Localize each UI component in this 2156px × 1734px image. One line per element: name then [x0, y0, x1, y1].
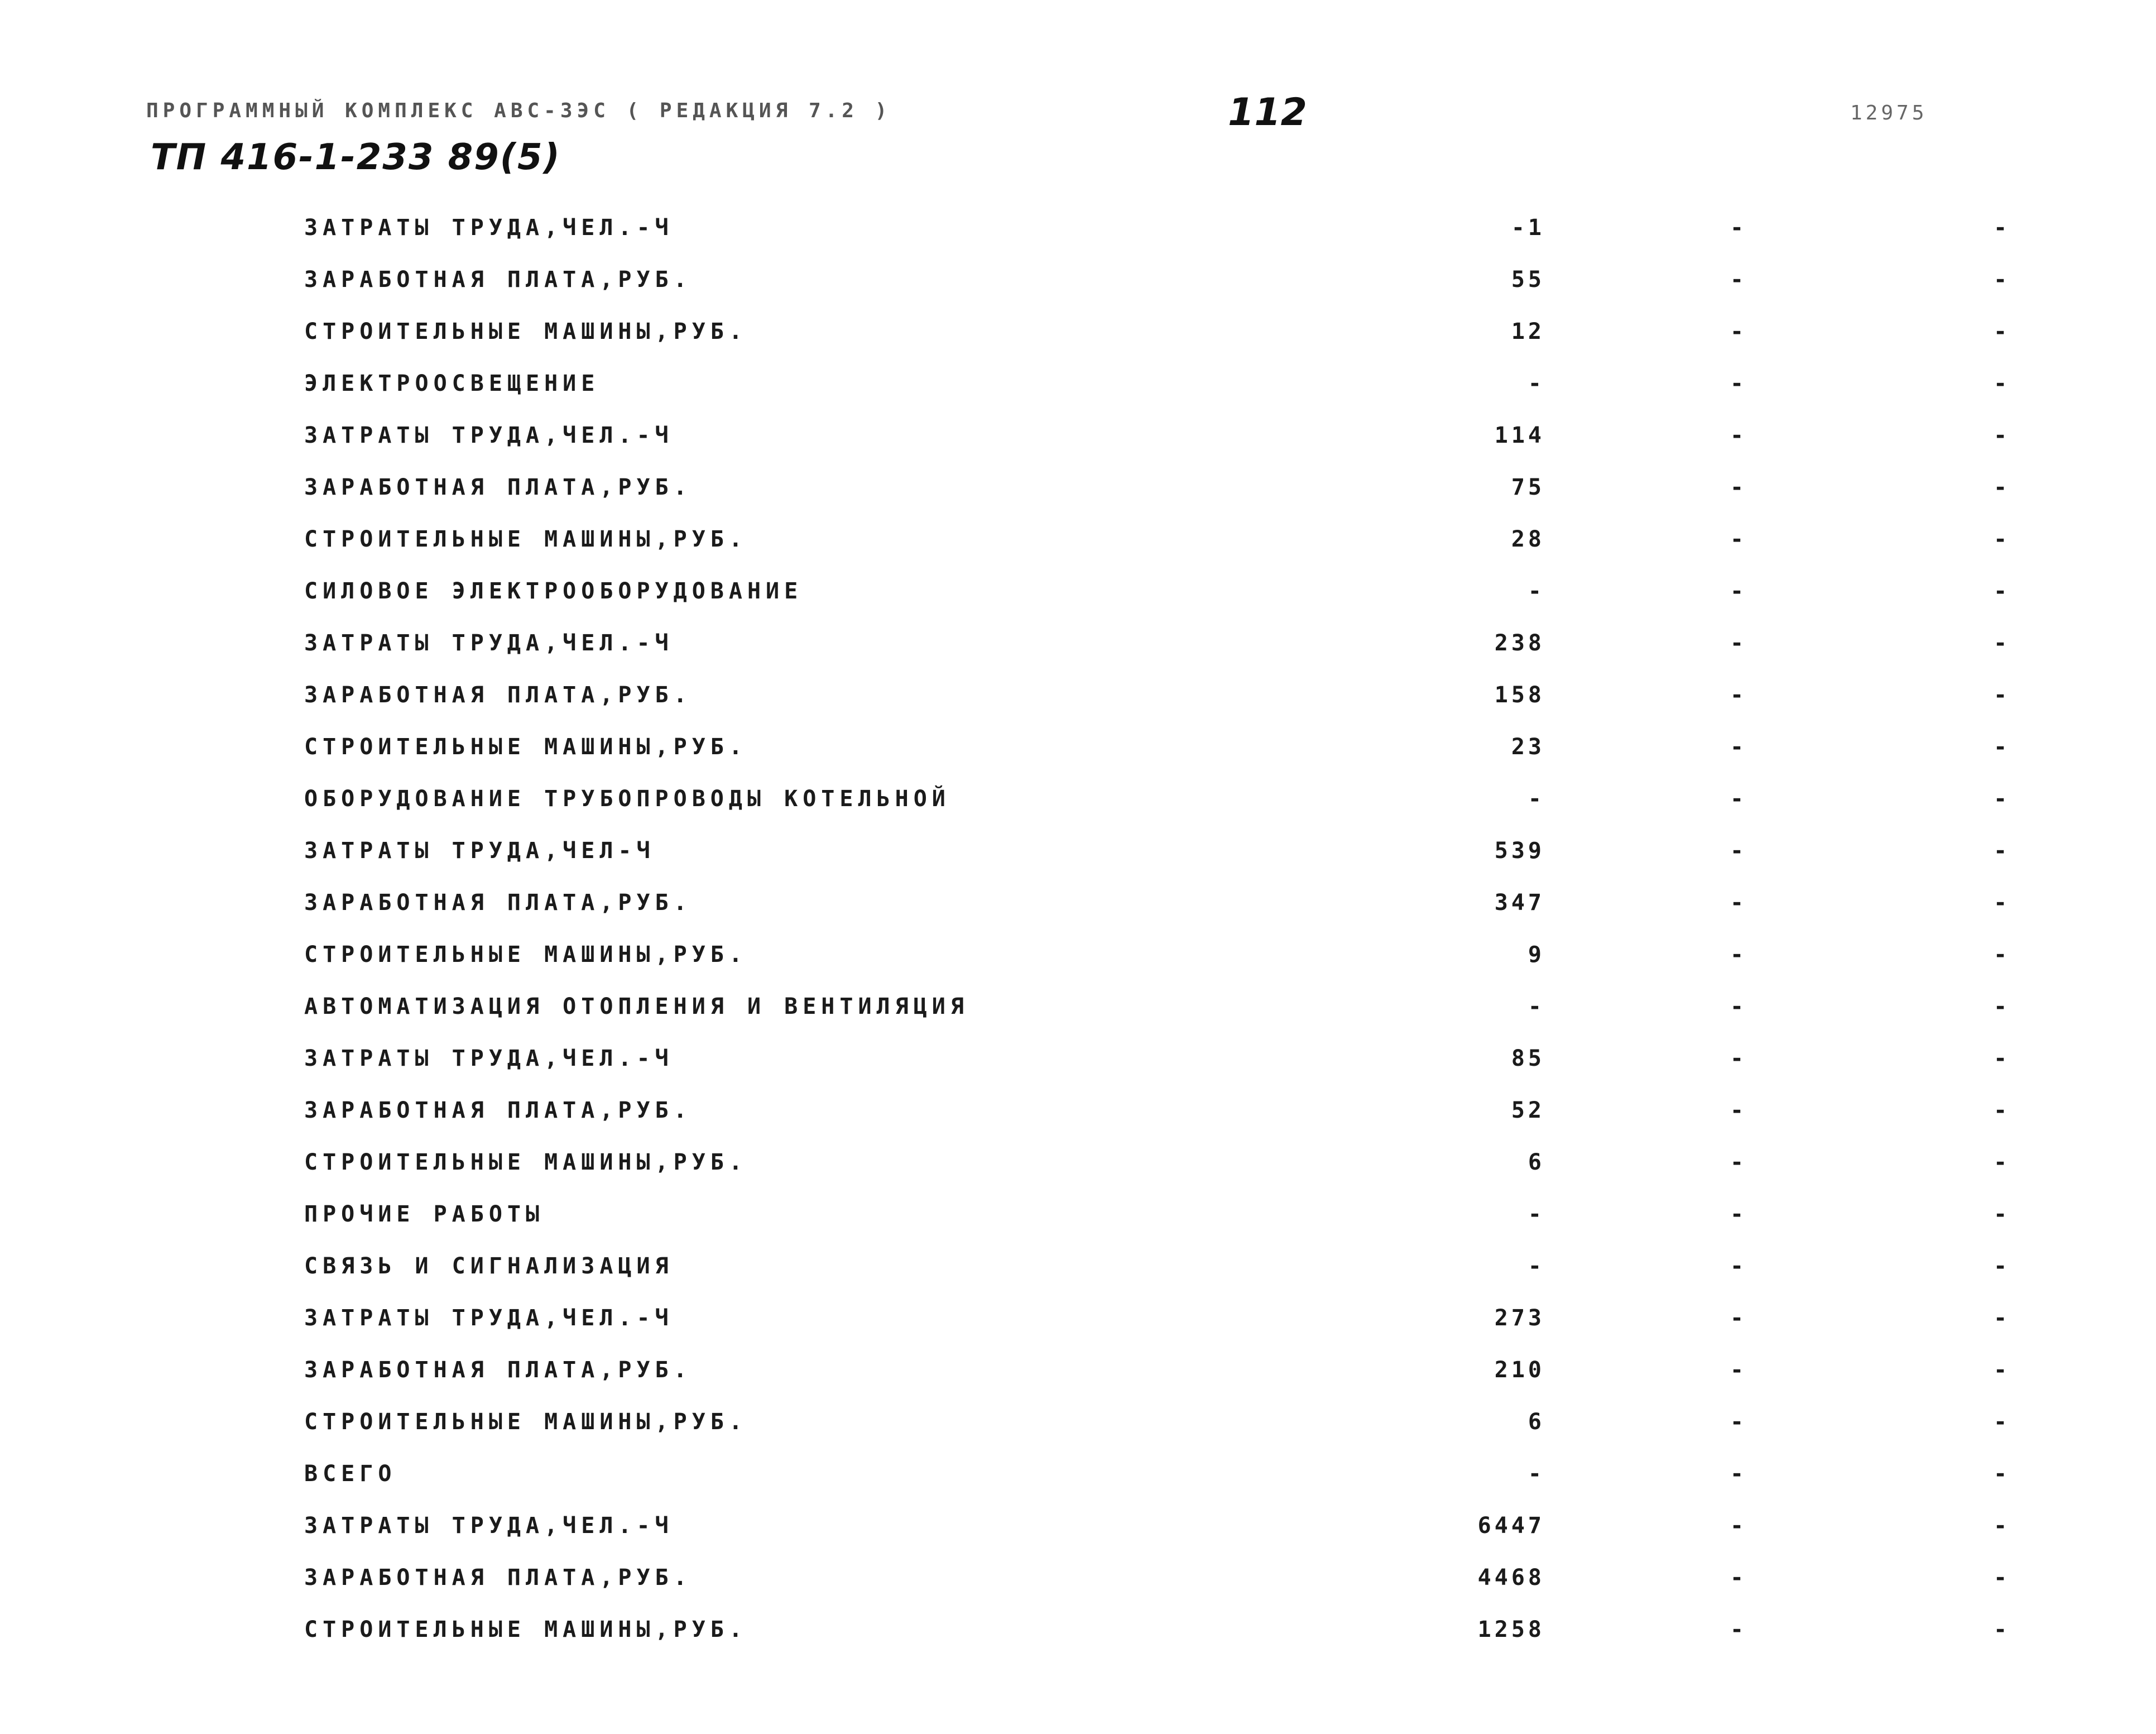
table-row	[0, 1034, 2156, 1086]
row-col3: -	[1994, 1617, 2008, 1642]
row-value: 85	[1511, 1046, 1545, 1071]
row-col3: -	[1994, 1305, 2008, 1331]
table-row	[0, 1294, 2156, 1346]
row-value: -	[1528, 1253, 1545, 1279]
row-col3: -	[1994, 1357, 2008, 1383]
row-col2: -	[1730, 994, 1744, 1019]
row-label: ЗАТРАТЫ ТРУДА,ЧЕЛ-Ч	[304, 838, 655, 864]
table-row	[0, 1554, 2156, 1606]
row-col3: -	[1994, 578, 2008, 604]
table-row	[0, 1086, 2156, 1138]
cost-table	[0, 204, 2156, 1658]
row-label: ЭЛЕКТРООСВЕЩЕНИЕ	[304, 371, 600, 396]
row-col2: -	[1730, 786, 1744, 812]
table-row	[0, 723, 2156, 775]
table-row	[0, 1398, 2156, 1450]
row-label: СВЯЗЬ И СИГНАЛИЗАЦИЯ	[304, 1253, 674, 1279]
row-col2: -	[1730, 371, 1744, 396]
row-col2: -	[1730, 734, 1744, 760]
table-row	[0, 1190, 2156, 1242]
document-code: 12975	[1850, 102, 1928, 124]
row-col3: -	[1994, 942, 2008, 967]
row-value: 23	[1511, 734, 1545, 760]
row-value: 238	[1494, 630, 1545, 656]
row-col2: -	[1730, 1305, 1744, 1331]
row-col3: -	[1994, 371, 2008, 396]
row-col3: -	[1994, 838, 2008, 864]
row-label: ЗАРАБОТНАЯ ПЛАТА,РУБ.	[304, 890, 692, 916]
table-row	[0, 827, 2156, 879]
row-col2: -	[1730, 578, 1744, 604]
row-col2: -	[1730, 423, 1744, 448]
row-col2: -	[1730, 267, 1744, 293]
row-value: 1258	[1477, 1617, 1545, 1642]
table-row	[0, 360, 2156, 411]
table-row	[0, 308, 2156, 360]
row-col3: -	[1994, 1513, 2008, 1539]
row-col2: -	[1730, 682, 1744, 708]
row-col3: -	[1994, 475, 2008, 500]
table-row	[0, 567, 2156, 619]
row-value: 6447	[1477, 1513, 1545, 1539]
row-col3: -	[1994, 994, 2008, 1019]
row-label: ПРОЧИЕ РАБОТЫ	[304, 1201, 545, 1227]
row-label: СТРОИТЕЛЬНЫЕ МАШИНЫ,РУБ.	[304, 1617, 747, 1642]
row-label: ЗАТРАТЫ ТРУДА,ЧЕЛ.-Ч	[304, 1513, 674, 1539]
row-value: 6	[1528, 1149, 1545, 1175]
row-col3: -	[1994, 1046, 2008, 1071]
row-value: 12	[1511, 319, 1545, 344]
row-col2: -	[1730, 1046, 1744, 1071]
row-label: СТРОИТЕЛЬНЫЕ МАШИНЫ,РУБ.	[304, 1149, 747, 1175]
row-col3: -	[1994, 1253, 2008, 1279]
table-row	[0, 1450, 2156, 1502]
row-value: 4468	[1477, 1565, 1545, 1591]
row-value: 114	[1494, 423, 1545, 448]
row-col2: -	[1730, 1461, 1744, 1487]
table-row	[0, 671, 2156, 723]
row-label: ЗАРАБОТНАЯ ПЛАТА,РУБ.	[304, 475, 692, 500]
table-row	[0, 1242, 2156, 1294]
table-row	[0, 256, 2156, 308]
row-value: -	[1528, 994, 1545, 1019]
row-label: ЗАТРАТЫ ТРУДА,ЧЕЛ.-Ч	[304, 423, 674, 448]
table-row	[0, 463, 2156, 515]
row-col2: -	[1730, 1617, 1744, 1642]
row-label: СТРОИТЕЛЬНЫЕ МАШИНЫ,РУБ.	[304, 1409, 747, 1435]
row-label: ЗАРАБОТНАЯ ПЛАТА,РУБ.	[304, 1357, 692, 1383]
row-col2: -	[1730, 630, 1744, 656]
project-reference: ТП 416-1-233 89(5)	[151, 137, 561, 178]
row-col2: -	[1730, 475, 1744, 500]
row-col2: -	[1730, 890, 1744, 916]
row-col3: -	[1994, 734, 2008, 760]
row-col3: -	[1994, 1201, 2008, 1227]
row-col3: -	[1994, 319, 2008, 344]
row-label: ВСЕГО	[304, 1461, 397, 1487]
row-label: СИЛОВОЕ ЭЛЕКТРООБОРУДОВАНИЕ	[304, 578, 803, 604]
row-value: 273	[1494, 1305, 1545, 1331]
row-value: -	[1528, 786, 1545, 812]
row-label: ЗАТРАТЫ ТРУДА,ЧЕЛ.-Ч	[304, 1305, 674, 1331]
table-row	[0, 775, 2156, 827]
row-col2: -	[1730, 215, 1744, 241]
row-col2: -	[1730, 1149, 1744, 1175]
row-col3: -	[1994, 1461, 2008, 1487]
row-label: ЗАТРАТЫ ТРУДА,ЧЕЛ.-Ч	[304, 215, 674, 241]
table-row	[0, 515, 2156, 567]
row-col3: -	[1994, 267, 2008, 293]
row-col3: -	[1994, 1149, 2008, 1175]
row-value: 55	[1511, 267, 1545, 293]
table-row	[0, 1502, 2156, 1554]
row-label: ЗАРАБОТНАЯ ПЛАТА,РУБ.	[304, 1565, 692, 1591]
row-col2: -	[1730, 942, 1744, 967]
row-value: -	[1528, 1461, 1545, 1487]
row-value: 28	[1511, 526, 1545, 552]
row-col2: -	[1730, 1201, 1744, 1227]
row-value: -	[1528, 578, 1545, 604]
row-label: СТРОИТЕЛЬНЫЕ МАШИНЫ,РУБ.	[304, 734, 747, 760]
row-value: 52	[1511, 1098, 1545, 1123]
row-col3: -	[1994, 1565, 2008, 1591]
row-col3: -	[1994, 1098, 2008, 1123]
row-value: 158	[1494, 682, 1545, 708]
row-col3: -	[1994, 526, 2008, 552]
row-col3: -	[1994, 786, 2008, 812]
table-row	[0, 204, 2156, 256]
row-label: ЗАРАБОТНАЯ ПЛАТА,РУБ.	[304, 1098, 692, 1123]
row-label: ЗАРАБОТНАЯ ПЛАТА,РУБ.	[304, 267, 692, 293]
row-value: 539	[1494, 838, 1545, 864]
row-value: 6	[1528, 1409, 1545, 1435]
row-label: СТРОИТЕЛЬНЫЕ МАШИНЫ,РУБ.	[304, 942, 747, 967]
table-row	[0, 411, 2156, 463]
row-col2: -	[1730, 1409, 1744, 1435]
row-col3: -	[1994, 1409, 2008, 1435]
row-col2: -	[1730, 1253, 1744, 1279]
row-col3: -	[1994, 890, 2008, 916]
row-label: ЗАТРАТЫ ТРУДА,ЧЕЛ.-Ч	[304, 630, 674, 656]
table-row	[0, 931, 2156, 983]
row-value: -1	[1511, 215, 1545, 241]
row-col2: -	[1730, 1357, 1744, 1383]
row-col3: -	[1994, 682, 2008, 708]
table-row	[0, 1606, 2156, 1658]
program-header: ПРОГРАММНЫЙ КОМПЛЕКС АВС-ЗЭС ( РЕДАКЦИЯ 7.2 )	[146, 99, 892, 122]
row-col2: -	[1730, 1513, 1744, 1539]
row-label: ОБОРУДОВАНИЕ ТРУБОПРОВОДЫ КОТЕЛЬНОЙ	[304, 786, 950, 812]
row-label: АВТОМАТИЗАЦИЯ ОТОПЛЕНИЯ И ВЕНТИЛЯЦИЯ	[304, 994, 969, 1019]
table-row	[0, 1138, 2156, 1190]
row-value: 347	[1494, 890, 1545, 916]
row-value: 9	[1528, 942, 1545, 967]
row-label: ЗАРАБОТНАЯ ПЛАТА,РУБ.	[304, 682, 692, 708]
row-col2: -	[1730, 319, 1744, 344]
page-number: 112	[1228, 90, 1307, 135]
row-col2: -	[1730, 1565, 1744, 1591]
row-value: 210	[1494, 1357, 1545, 1383]
row-col2: -	[1730, 526, 1744, 552]
row-value: -	[1528, 371, 1545, 396]
row-col3: -	[1994, 215, 2008, 241]
row-label: СТРОИТЕЛЬНЫЕ МАШИНЫ,РУБ.	[304, 526, 747, 552]
table-row	[0, 879, 2156, 931]
row-col2: -	[1730, 1098, 1744, 1123]
row-col3: -	[1994, 630, 2008, 656]
row-value: -	[1528, 1201, 1545, 1227]
table-row	[0, 1346, 2156, 1398]
row-col2: -	[1730, 838, 1744, 864]
row-value: 75	[1511, 475, 1545, 500]
row-label: СТРОИТЕЛЬНЫЕ МАШИНЫ,РУБ.	[304, 319, 747, 344]
table-row	[0, 619, 2156, 671]
table-row	[0, 983, 2156, 1034]
row-label: ЗАТРАТЫ ТРУДА,ЧЕЛ.-Ч	[304, 1046, 674, 1071]
row-col3: -	[1994, 423, 2008, 448]
